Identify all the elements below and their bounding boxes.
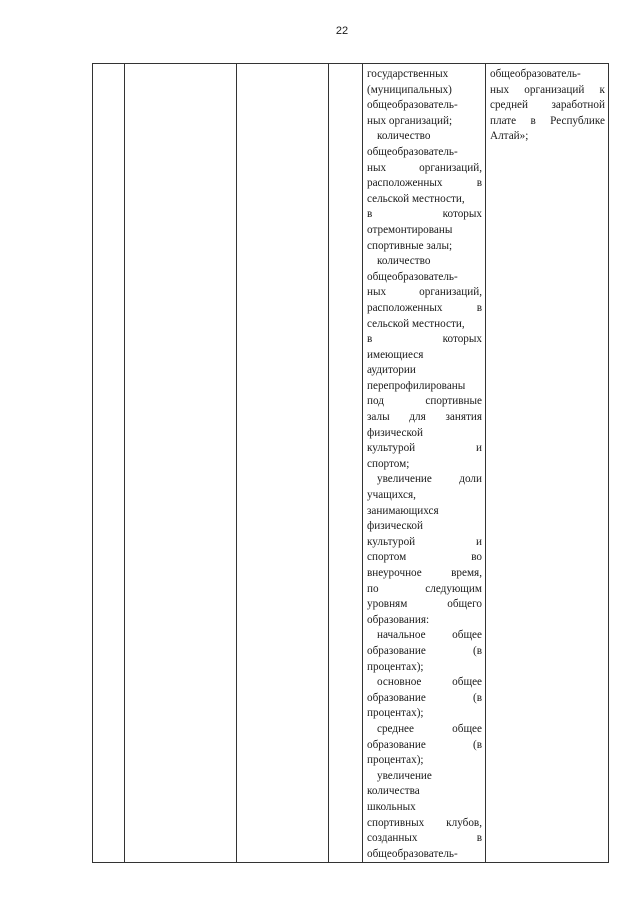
document-table	[92, 63, 609, 863]
text-line: культурой и	[367, 442, 482, 455]
text-line: общеобразователь-	[367, 99, 458, 112]
text-line: перепрофилированы	[367, 379, 466, 392]
text-line: образование (в	[367, 644, 482, 657]
text-line: физической	[367, 520, 423, 533]
text-line: процентах);	[367, 754, 424, 767]
page-number: 22	[335, 25, 349, 37]
text-line: образование (в	[367, 738, 482, 751]
text-line: начальное общее	[377, 629, 482, 642]
table-cell-number	[93, 64, 125, 863]
text-line: школьных	[367, 800, 416, 813]
text-line: физической	[367, 426, 423, 439]
text-line: процентах);	[367, 660, 424, 673]
text-line: количества	[367, 785, 420, 798]
text-line: плате в Республике	[490, 114, 605, 127]
text-line: средней заработной	[490, 99, 605, 112]
text-line: ных организаций,	[367, 161, 482, 174]
text-line: спортивные залы;	[367, 239, 453, 252]
text-line: отремонтированы	[367, 223, 453, 236]
text-line: образование (в	[367, 691, 482, 704]
text-line: количество	[377, 255, 431, 268]
text-line: созданных в	[367, 832, 482, 845]
text-line: ных организаций,	[367, 286, 482, 299]
text-line: увеличение доли	[377, 473, 482, 486]
text-line: залы для занятия	[367, 411, 482, 424]
indicators-text	[363, 64, 485, 862]
text-line: ных организаций к	[490, 83, 605, 96]
text-line: ных организаций;	[367, 114, 453, 127]
results-text	[486, 64, 608, 145]
table-cell-executor	[237, 64, 329, 863]
table-cell-period	[329, 64, 363, 863]
text-line: в которых	[367, 208, 482, 221]
text-line: образования:	[367, 613, 430, 626]
text-line: расположенных в	[367, 301, 482, 314]
text-line: государственных	[367, 68, 449, 80]
text-line: общеобразователь-	[367, 270, 458, 283]
text-line: среднее общее	[377, 722, 482, 735]
text-line: спортом;	[367, 457, 410, 470]
text-line: уровням общего	[367, 598, 482, 611]
text-line: процентах);	[367, 707, 424, 720]
text-line: по следующим	[367, 582, 482, 595]
text-line: учащихся,	[367, 489, 416, 502]
text-line: спортом во	[367, 551, 482, 564]
table-cell-results	[486, 64, 609, 863]
text-line: общеобразователь-	[367, 145, 458, 158]
text-line: в которых	[367, 333, 482, 346]
table-row	[93, 64, 609, 863]
text-line: спортивных клубов,	[367, 816, 482, 829]
text-line: Алтай»;	[490, 130, 529, 143]
text-line: сельской местности,	[367, 317, 465, 330]
text-line: основное общее	[377, 676, 482, 689]
text-line: расположенных в	[367, 177, 482, 190]
text-line: (муниципальных)	[367, 83, 452, 96]
text-line: под спортивные	[367, 395, 482, 408]
text-line: количество	[377, 130, 431, 143]
text-line: аудитории	[367, 364, 416, 377]
text-line: общеобразователь-	[367, 847, 458, 860]
table-cell-indicators	[363, 64, 486, 863]
text-line: увеличение	[377, 769, 432, 782]
text-line: занимающихся	[367, 504, 439, 517]
table-cell-name	[125, 64, 237, 863]
text-line: внеурочное время,	[367, 567, 482, 579]
text-line: сельской местности,	[367, 192, 465, 205]
text-line: имеющиеся	[367, 348, 424, 361]
text-line: общеобразователь-	[490, 68, 581, 80]
text-line: культурой и	[367, 535, 482, 548]
